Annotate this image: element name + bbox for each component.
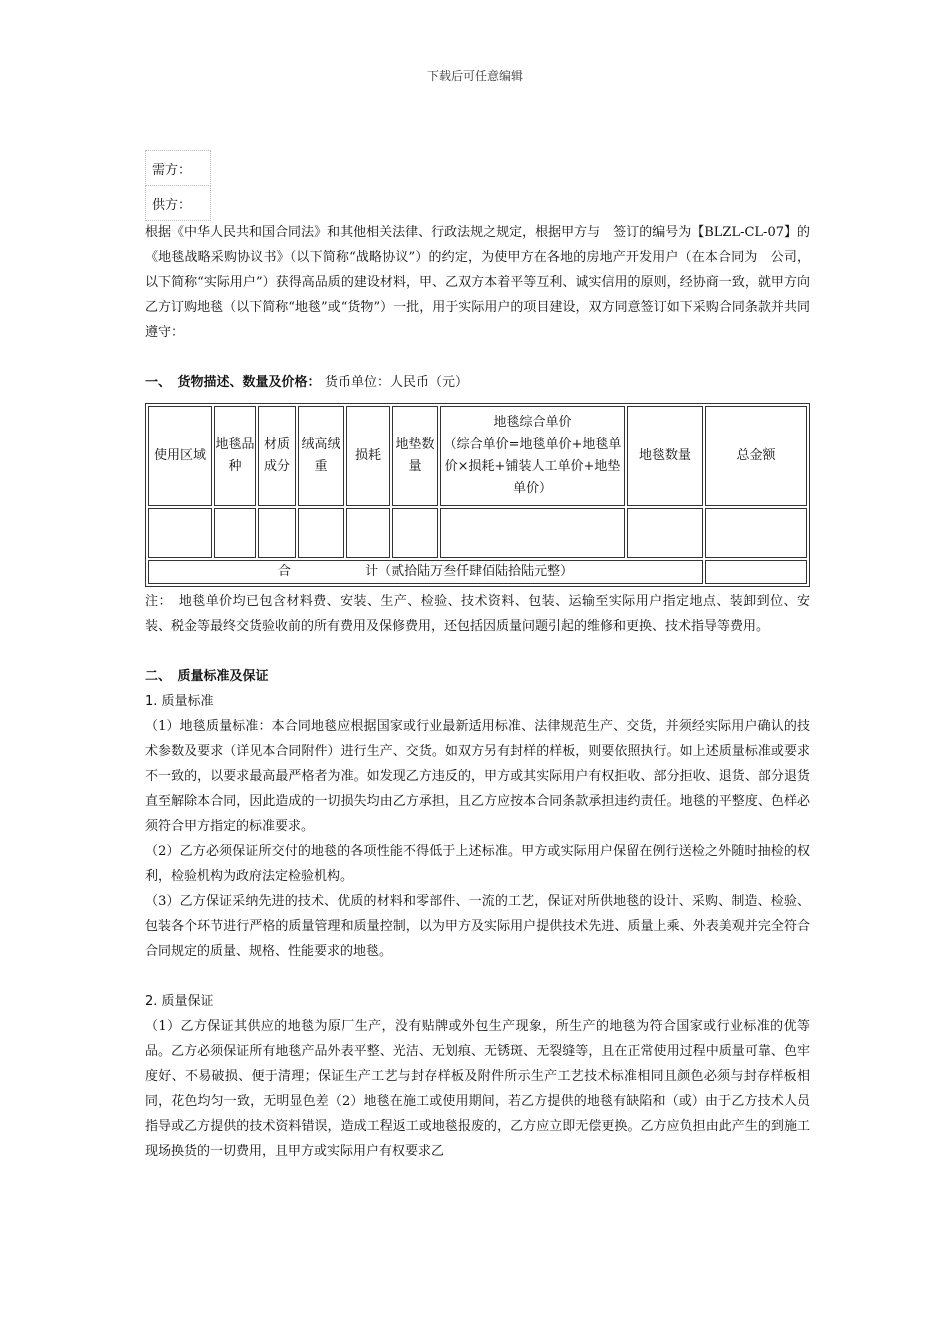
unit-price-formula: （综合单价=地毯单价+地毯单价×损耗+铺装人工单价+地垫单价） — [443, 437, 622, 496]
unit-price-title: 地毯综合单价 — [493, 415, 572, 430]
total-text: 计（贰拾陆万叁仟肆佰陆拾陆元整） — [365, 564, 574, 579]
section1-title: 一、 货物描述、数量及价格： — [145, 375, 321, 390]
intro-paragraph: 根据《中华人民共和国合同法》和其他相关法律、行政法规之规定，根据甲方与 签订的编号为【BLZL-CL-07】的《地毯战略采购协议书》（以下简称“战略协议”）的约定，为使甲方在各地的房地产开发用户（在本合同为 公司，以下简称“实际用户”）获得高品质的建设材料，甲、乙双方本着平等互利、诚实信用的原则，经协商一致，就甲方向乙方订购地毯（以下简称“地毯”或“货物”）一批，用于实际用户的项目建设，双方同意签订如下采购合同条款并共同遵守： — [145, 225, 810, 340]
table-total-row — [148, 560, 807, 584]
quality-standard-p1: （1）地毯质量标准：本合同地毯应根据国家或行业最新适用标准、法律规范生产、交货，并须经实际用户确认的技术参数及要求（详见本合同附件）进行生产、交货。如双方另有封样的样板，则要依照执行。如上述质量标准或要求不一致的，以要求最高最严格者为准。如发现乙方违反的，甲方或其实际用户有权拒收、部分拒收、退货、部分退货直至解除本合同，因此造成的一切损失均由乙方承担，且乙方应按本合同条款承担违约责任。地毯的平整度、色样必须符合甲方指定的标准要求。 — [145, 719, 810, 834]
buyer-label: 需方： — [146, 151, 211, 186]
goods-table — [145, 403, 810, 587]
col-unit-price — [440, 406, 625, 506]
table-header-row — [148, 406, 807, 506]
section1-heading — [145, 370, 810, 395]
col-variety: 地毯品种 — [214, 406, 256, 506]
contract-body — [145, 220, 810, 1164]
col-total: 总金额 — [705, 406, 807, 506]
currency-unit: 货币单位：人民币（元） — [325, 375, 469, 390]
price-note: 注： 地毯单价均已包含材料费、安装、生产、检验、技术资料、包装、运输至实际用户指定地点、装卸到位、安装、税金等最终交货验收前的所有费用及保修费用，还包括因质量问题引起的维修和更换、技术指导等费用。 — [145, 594, 810, 634]
total-cell — [148, 560, 703, 584]
total-amount — [705, 560, 807, 584]
parties-table — [145, 150, 211, 221]
quality-guarantee-p1: （1）乙方保证其供应的地毯为原厂生产，没有贴牌或外包生产现象，所生产的地毯为符合国家或行业标准的优等品。乙方必须保证所有地毯产品外表平整、光洁、无划痕、无锈斑、无裂缝等，且在正常使用过程中质量可靠、色牢度好、不易破损、便于清理；保证生产工艺与封存样板及附件所示生产工艺技术标准相同且颜色必须与封存样板相同，花色均匀一致，无明显色差（2）地毯在施工或使用期间，若乙方提供的地毯有缺陷和（或）由于乙方技术人员指导或乙方提供的技术资料错误，造成工程返工或地毯报废的，乙方应立即无偿更换。乙方应负担由此产生的到施工现场换货的一切费用，且甲方或实际用户有权要求乙 — [145, 1019, 810, 1159]
page-header-note: 下载后可任意编辑 — [426, 69, 523, 83]
table-row — [148, 508, 807, 558]
quality-standard-p2: （2）乙方必须保证所交付的地毯的各项性能不得低于上述标准。甲方或实际用户保留在例行送检之外随时抽检的权利，检验机构为政府法定检验机构。 — [145, 844, 810, 884]
section2-title: 二、 质量标准及保证 — [145, 669, 269, 684]
sub2-heading: 2. 质量保证 — [145, 994, 214, 1009]
quality-standard-p3: （3）乙方保证采纳先进的技术、优质的材料和零部件、一流的工艺，保证对所供地毯的设计、采购、制造、检验、包装各个环节进行严格的质量管理和质量控制，以为甲方及实际用户提供技术先进、质量上乘、外表美观并完全符合合同规定的质量、规格、性能要求的地毯。 — [145, 894, 810, 959]
supplier-label: 供方： — [146, 186, 211, 221]
sub1-heading: 1. 质量标准 — [145, 694, 214, 709]
col-carpet-qty: 地毯数量 — [627, 406, 703, 506]
col-underlay-qty: 地垫数量 — [392, 406, 438, 506]
total-label: 合 — [277, 564, 291, 579]
col-material: 材质成分 — [258, 406, 296, 506]
col-area: 使用区域 — [148, 406, 212, 506]
col-pile-weight: 绒高绒重 — [298, 406, 344, 506]
col-loss: 损耗 — [346, 406, 390, 506]
